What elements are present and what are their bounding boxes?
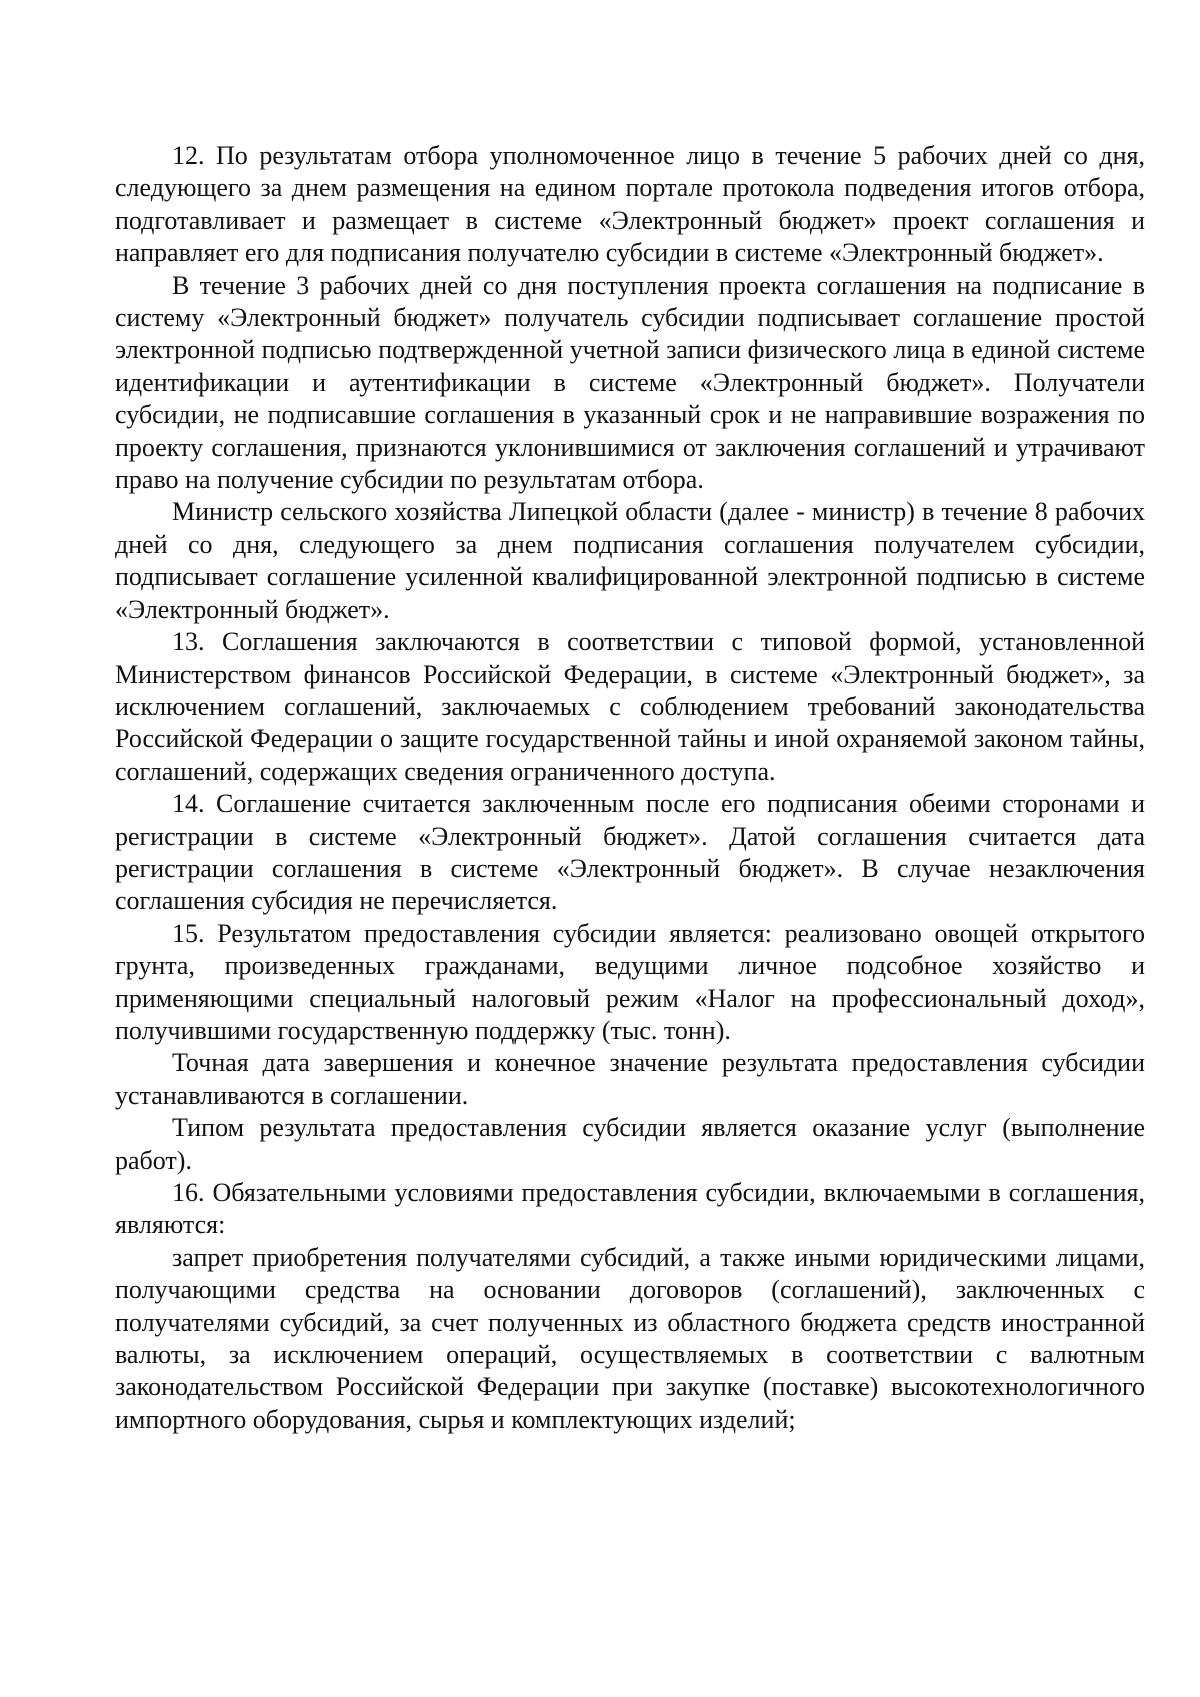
paragraph-result-date: Точная дата завершения и конечное значение результата предоставления субсидии устанавливаются в соглашении.	[115, 1048, 1145, 1110]
paragraph-15: 15. Результатом предоставления субсидии является: реализовано овощей открытого грунта, произведенных гражданами, ведущими личное подсобное хозяйство и применяющими специальный налоговый режим «Налог на профессиональный доход», получившими государственную поддержку (тыс. тонн).	[115, 918, 1145, 1045]
paragraph-currency-ban: запрет приобретения получателями субсидий, а также иными юридическими лицами, получающими средства на основании договоров (соглашений), заключенных с получателями субсидий, за счет полученных из областного бюджета средств иностранной валюты, за исключением операций, осуществляемых в соответствии с валютным законодательством Российской Федерации при закупке (поставке) высокотехнологичного импортного оборудования, сырья и комплектующих изделий;	[115, 1242, 1145, 1434]
paragraph-14: 14. Соглашение считается заключенным после его подписания обеими сторонами и регистрации в системе «Электронный бюджет». Датой соглашения считается дата регистрации соглашения в системе «Электронный бюджет». В случае незаключения соглашения субсидия не перечисляется.	[115, 789, 1145, 916]
paragraph-16: 16. Обязательными условиями предоставления субсидии, включаемыми в соглашения, являются:	[115, 1178, 1145, 1240]
paragraph-13: 13. Соглашения заключаются в соответствии с типовой формой, установленной Министерством финансов Российской Федерации, в системе «Электронный бюджет», за исключением соглашений, заключаемых с соблюдением требований законодательства Российской Федерации о защите государственной тайны и иной охраняемой законом тайны, соглашений, содержащих сведения ограниченного доступа.	[115, 627, 1145, 786]
paragraph-12: 12. По результатам отбора уполномоченное лицо в течение 5 рабочих дней со дня, следующего за днем размещения на едином портале протокола подведения итогов отбора, подготавливает и размещает в системе «Электронный бюджет» проект соглашения и направляет его для подписания получателю субсидии в системе «Электронный бюджет».	[115, 141, 1145, 268]
document-page	[115, 140, 1145, 1436]
paragraph-result-type: Типом результата предоставления субсидии является оказание услуг (выполнение работ).	[115, 1113, 1145, 1175]
paragraph-signing-minister: Министр сельского хозяйства Липецкой области (далее - министр) в течение 8 рабочих дней со дня, следующего за днем подписания соглашения получателем субсидии, подписывает соглашение усиленной квалифицированной электронной подписью в системе «Электронный бюджет».	[115, 497, 1145, 624]
paragraph-signing-recipient: В течение 3 рабочих дней со дня поступления проекта соглашения на подписание в систему «Электронный бюджет» получатель субсидии подписывает соглашение простой электронной подписью подтвержденной учетной записи физического лица в единой системе идентификации и аутентификации в системе «Электронный бюджет». Получатели субсидии, не подписавшие соглашения в указанный срок и не направившие возражения по проекту соглашения, признаются уклонившимися от заключения соглашений и утрачивают право на получение субсидии по результатам отбора.	[115, 270, 1145, 495]
